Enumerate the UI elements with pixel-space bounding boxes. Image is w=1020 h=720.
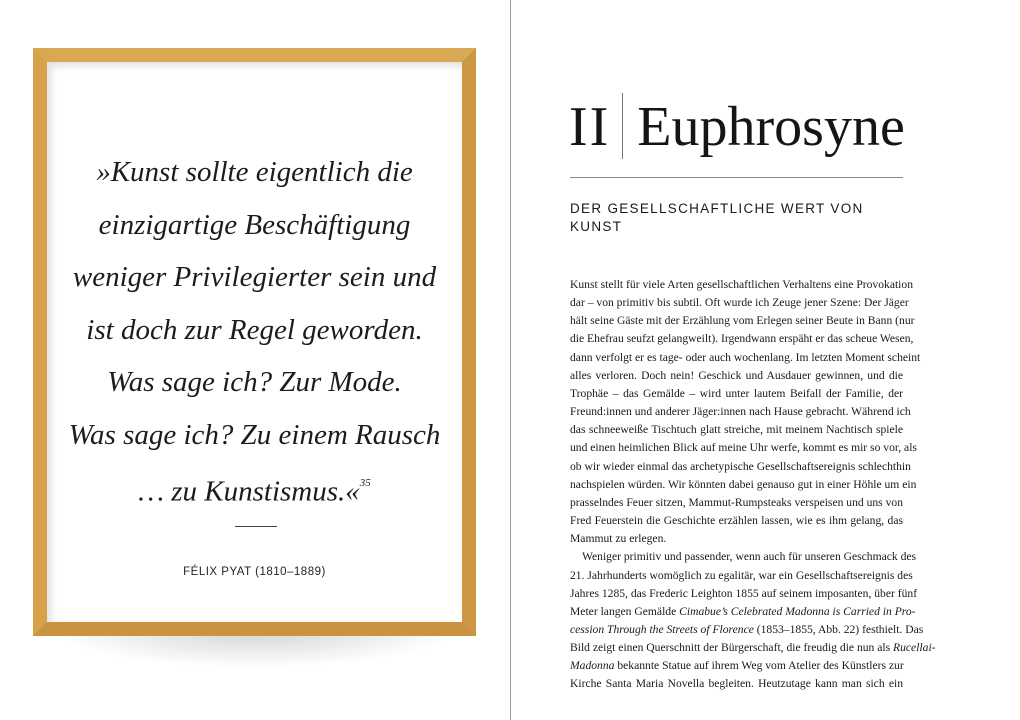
text-segment: ob wir wieder einmal das archetypische Gesellschaftsereignis schlechthin: [570, 459, 911, 473]
text-segment: Freund:innen und anderer Jäger:innen nach Hause gebracht. Während ich: [570, 405, 911, 419]
text-segment: das schneeweiße Tischtuch glatt streiche, mit meinem Nachtisch spiele: [570, 423, 903, 437]
body-line: [570, 603, 916, 621]
body-line: [570, 458, 911, 476]
body-line: [570, 330, 914, 348]
italic-title: cession Through the Streets of Florence: [570, 622, 754, 636]
text-segment: Trophäe – das Gemälde – wird unter lautem Beifall der Familie, der: [570, 386, 903, 400]
body-line: [570, 421, 903, 439]
right-page: [511, 0, 1020, 720]
quote: [47, 146, 462, 518]
body-line: [570, 585, 918, 603]
body-line: [570, 639, 936, 657]
text-segment: Meter langen Gemälde: [570, 604, 680, 618]
text-segment: alles verloren. Doch nein! Geschick und Ausdauer gewinnen, und die: [570, 368, 903, 382]
text-segment: dann verfolgt er es tage- oder auch wochenlang. Im letzten Moment scheint: [570, 350, 921, 364]
body-line: [570, 621, 924, 639]
chapter-number: II: [569, 96, 611, 158]
text-segment: die Ehefrau seufzt gelangweilt). Irgendwann erspäht er das scheue Wesen,: [570, 332, 914, 346]
text-segment: nachspielen würden. Wir könnten dabei genauso gut in einer Höhle um ein: [570, 477, 917, 491]
body-line: [570, 476, 917, 494]
body-line: [570, 512, 903, 530]
body-line: [570, 349, 921, 367]
body-line: [570, 276, 913, 294]
text-segment: dar – von primitiv bis subtil. Oft wurde ich Zeuge jener Szene: Der Jäger: [570, 296, 909, 310]
text-segment: prasselndes Feuer sitzen, Mammut-Rumpsteaks verspeisen und uns von: [570, 495, 903, 509]
text-segment: Fred Feuerstein die Geschichte erzählen lassen, wie es ihm gelang, das: [570, 514, 903, 528]
body-line: [570, 367, 903, 385]
chapter-title: Euphrosyne: [637, 96, 905, 158]
subtitle-line: DER GESELLSCHAFTLICHE WERT VON: [570, 201, 864, 216]
body-line: [570, 657, 903, 675]
quote-line: ist doch zur Regel geworden.: [86, 313, 423, 346]
italic-title: Rucellai-: [893, 641, 936, 655]
text-segment: (1853–1855, Abb. 22) festhielt. Das: [753, 622, 924, 636]
quote-line: Was sage ich? Zu einem Rausch: [68, 418, 441, 451]
gold-picture-frame: [33, 48, 476, 636]
body-line: [570, 494, 903, 512]
text-segment: Kirche Santa Maria Novella begleiten. Heutzutage kann man sich ein: [570, 677, 903, 691]
footnote-marker: 35: [359, 477, 371, 489]
text-segment: Weniger primitiv und passender, wenn auch für unseren Geschmack des: [582, 550, 917, 564]
quote-line: Was sage ich? Zur Mode.: [107, 366, 402, 398]
body-text: [570, 276, 936, 694]
text-segment: Kunst stellt für viele Arten gesellschaftlichen Verhaltens eine Provokation: [570, 278, 913, 291]
quote-line: … zu Kunstismus.«: [138, 475, 360, 508]
body-line: [570, 385, 903, 403]
body-line: [570, 567, 913, 585]
body-line: [570, 439, 917, 457]
heading-separator: [622, 93, 623, 159]
body-line: [570, 312, 915, 330]
italic-title: Madonna: [570, 659, 615, 673]
text-segment: 21. Jahrhunderts womöglich zu egalitär, war ein Gesellschaftsereignis des: [570, 568, 913, 582]
quote-divider: [235, 526, 277, 527]
text-segment: hält seine Gäste mit der Erzählung vom Erlegen seiner Beute in Bann (nur: [570, 314, 915, 328]
body-line: [570, 530, 903, 548]
text-segment: Bild zeigt einen Querschnitt der Bürgerschaft, die freudig die nun als: [570, 641, 894, 655]
chapter-subtitle: [570, 200, 910, 236]
text-segment: Mammut zu erlegen.: [570, 532, 667, 546]
quote-line: einzigartige Beschäftigung: [98, 208, 411, 241]
text-segment: bekannte Statue auf ihrem Weg vom Atelier des Künstlers zur: [614, 659, 904, 673]
quote-attribution: FÉLIX PYAT (1810–1889): [183, 566, 326, 578]
heading-rule: [570, 177, 903, 178]
body-line: [570, 403, 911, 421]
italic-title: Cimabue’s Celebrated Madonna is Carried in Pro-: [679, 604, 916, 618]
chapter-heading: [569, 92, 905, 162]
body-line: [570, 548, 917, 566]
body-line: [570, 675, 903, 693]
body-line: [570, 294, 909, 312]
quote-last-line: [47, 461, 462, 518]
text-segment: und einen heimlichen Blick auf meine Uhr werfe, kommt es mir so vor, als: [570, 441, 917, 455]
subtitle-line: KUNST: [570, 219, 623, 234]
text-segment: Jahres 1285, das Frederic Leighton 1855 auf seinem imposanten, über fünf: [570, 586, 918, 600]
quote-line: weniger Privilegierter sein und: [72, 261, 437, 293]
quote-line: »Kunst sollte eigentlich die: [96, 156, 413, 188]
